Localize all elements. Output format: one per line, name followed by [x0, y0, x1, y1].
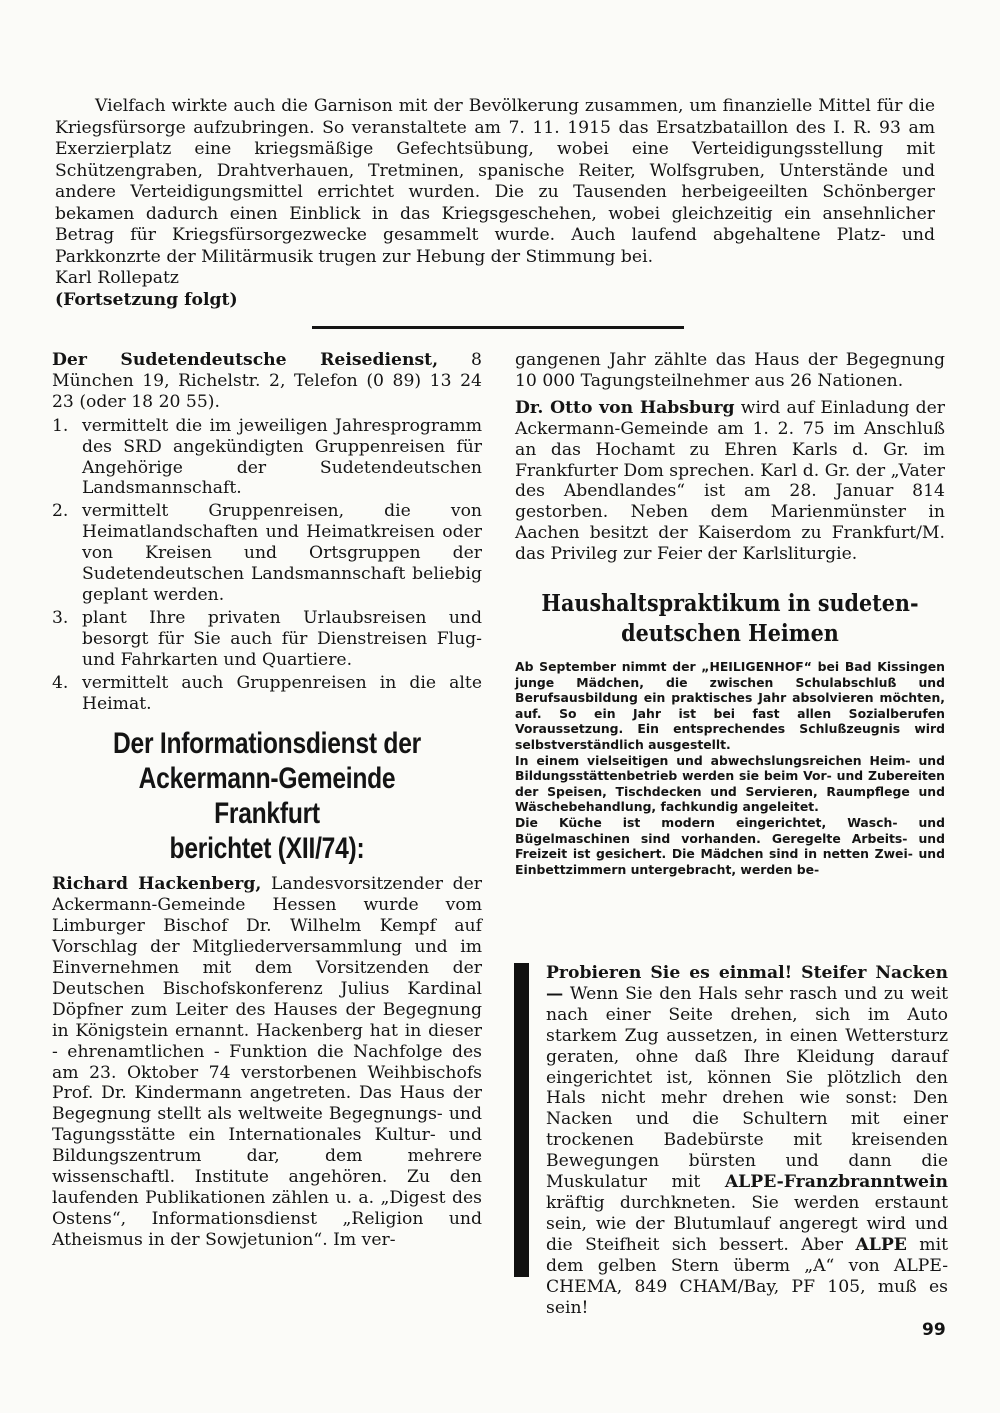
ackermann-text-left: Landesvorsitzender der Ackermann-Gemeinde Hessen wurde vom Limburger Bischof Dr. Wilhelm Kempf auf Vorschlag der Mitgliederversammlung und im Einvernehmen mit dem Vorsitzenden der Deutschen Bischofskonferenz Julius Kardinal Döpfner zum Leiter des Hauses der Begegnung in Königstein ernannt. Hackenberg hat in dieser - ehrenamtlichen - Funktion die Nachfolge des am 23. Oktober 74 verstorbenen Weihbischofs Prof. Dr. Kindermann angetreten. Das Haus der Begegnung stellt als weltweite Begegnungs- und Tagungsstätte ein Internationales Kultur- und Bildungszentrum dar, dem mehrere wissenschaftl. Institute angehören. Zu den laufenden Publikationen zählen u. a. „Digest des Ostens“, Informationsdienst „Religion und Atheismus in der Sowjetunion“. Im ver- [52, 874, 482, 1250]
ad-text-part: Wenn Sie den Hals sehr rasch und zu weit nach einer Seite drehen, sich im Auto starkem Zug aussetzen, in einen Wettersturz geraten, ohne daß Ihre Kleidung darauf eingerichtet ist, können Sie plötzlich den Hals nicht mehr drehen wie sonst: Den Nacken und die Schultern mit einer trockenen Badebürste mit kreisenden Bewegungen bürsten und dann die Muskulatur mit [546, 983, 948, 1193]
list-item-number: 2. [52, 501, 69, 522]
list-item [52, 608, 482, 671]
list-item [52, 673, 482, 715]
habsburg-name: Dr. Otto von Habsburg [515, 397, 735, 418]
author-signature: Karl Rollepatz [55, 268, 179, 288]
haushalt-paragraph: Die Küche ist modern eingerichtet, Wasch- und Bügelmaschinen sind vorhanden. Geregelte Arbeits- und Freizeit ist gesichert. Die Mädchen sind in netten Zwei- und Einbettzimmern untergebracht, werden be- [515, 815, 945, 877]
right-column [515, 350, 945, 877]
ad-paragraph [546, 963, 948, 1318]
continued-note: (Fortsetzung folgt) [55, 289, 238, 310]
habsburg-paragraph [515, 398, 945, 565]
ackermann-body-right: gangenen Jahr zählte das Haus der Begegnung 10 000 Tagungsteilnehmer aus 26 Nationen. [515, 350, 945, 391]
ad-lead: Probieren Sie es einmal! Steifer Nacken — [546, 963, 948, 1004]
reisedienst-address: 8 München 19, Richelstr. 2, Telefon (0 89) 13 24 23 (oder 18 20 55). [52, 350, 482, 412]
list-item [52, 416, 482, 500]
top-paragraph: Vielfach wirkte auch die Garnison mit der Bevölkerung zusammen, um finanzielle Mittel für die Kriegsfürsorge aufzubringen. So veranstaltete am 7. 11. 1915 das Ersatzbataillon des I. R. 93 am Exerzierplatz eine kriegsmäßige Gefechtsübung, wobei eine Verteidigungsstellung mit Schützengraben, Drahtverhauen, Tretminen, spanische Reiter, Wolfsgruben, Unterstände und andere Verteidigungsmittel errichtet wurden. Die zu Tausenden herbeigeeilten Schönberger bekamen dadurch einen Einblick in das Kriegsgeschehen, wobei gleichzeitig ein ansehnlicher Betrag für Kriegsfürsorgezwecke gesammelt wurde. Auch laufend abgehaltene Platz- und Parkkonzrte der Militärmusik trugen zur Hebung der Stimmung bei. [55, 96, 935, 267]
alpe-advertisement [514, 963, 950, 1318]
list-item-text: vermittelt Gruppenreisen, die von Heimatlandschaften und Heimatkreisen oder von Kreisen und Ortsgruppen der Sudetendeutschen Landsmannschaft beliebig geplant werden. [82, 501, 482, 605]
ad-product: ALPE-Franzbranntwein [724, 1172, 948, 1193]
list-item-number: 3. [52, 607, 69, 628]
ad-side-bar [514, 963, 529, 1277]
list-item-number: 1. [52, 415, 69, 436]
habsburg-text: wird auf Einladung der Ackermann-Gemeinde am 1. 2. 75 im Anschluß an das Hochamt zu Ehren Karls d. Gr. im Frankfurter Dom sprechen. Karl d. Gr. der „Vater des Abendlandes“ ist am 28. Januar 814 gestorben. Neben dem Marienmünster in Aachen besitzt der Kaiserdom zu Frankfurt/M. das Privileg zur Feier der Karlsliturgie. [515, 397, 945, 565]
reisedienst-list [52, 416, 482, 715]
ackermann-heading-line: Ackermann-Gemeinde Frankfurt [138, 762, 396, 831]
reisedienst-name: Der Sudetendeutsche Reisedienst, [52, 350, 439, 370]
left-column [52, 350, 482, 1251]
list-item [52, 501, 482, 606]
section-divider [312, 326, 684, 329]
haushalt-paragraph: In einem vielseitigen und abwechslungsreichen Heim- und Bildungsstättenbetrieb werden sie beim Vor- und Zubereiten der Speisen, Tischdecken und Servieren, Raumpflege und Wäschebehandlung, fachkundig angeleitet. [515, 752, 945, 815]
ad-text-part: kräftig durchkneten. Sie werden erstaunt sein, wie der Blutumlauf angeregt wird und die Steifheit sich bessert. Aber [546, 1192, 948, 1255]
top-article [55, 96, 935, 311]
page-number: 99 [922, 1320, 946, 1340]
haushalt-heading [537, 589, 924, 649]
list-item-text: vermittelt die im jeweiligen Jahresprogramm des SRD angekündigten Gruppenreisen für Angehörige der Sudetendeutschen Landsmannschaft. [82, 415, 482, 499]
list-item-text: vermittelt auch Gruppenreisen in die alte Heimat. [82, 672, 482, 714]
haushalt-paragraph: Ab September nimmt der „HEILIGENHOF“ bei Bad Kissingen junge Mädchen, die zwischen Schulabschluß und Berufsausbildung ein praktisches Jahr absolvieren möchten, auf. So ein Jahr ist bei fast allen Sozialberufen Voraussetzung. Ein entsprechendes Schlußzeugnis wird selbstverständlich ausgestellt. [515, 659, 945, 753]
hackenberg-name: Richard Hackenberg, [52, 874, 262, 895]
ad-brand: ALPE [855, 1234, 907, 1255]
list-item-number: 4. [52, 672, 69, 693]
ackermann-body-left [52, 874, 482, 1250]
ackermann-heading [91, 726, 444, 866]
reisedienst-intro [52, 350, 482, 413]
haushalt-body [515, 659, 945, 877]
ad-text [546, 963, 948, 1318]
ackermann-heading-line: Der Informationsdienst der [112, 727, 421, 761]
haushalt-heading-line: deutschen Heimen [621, 620, 839, 648]
list-item-text: plant Ihre privaten Urlaubsreisen und besorgt für Sie auch für Dienstreisen Flug- und Fahrkarten und Quartiere. [82, 607, 482, 670]
ackermann-heading-line: berichtet (XII/74): [169, 832, 365, 866]
haushalt-heading-line: Haushaltspraktikum in sudeten- [541, 590, 919, 618]
ad-text-part: mit dem gelben Stern überm „A“ von ALPE-CHEMA, 849 CHAM/Bay, PF 105, muß es sein! [546, 1234, 948, 1318]
